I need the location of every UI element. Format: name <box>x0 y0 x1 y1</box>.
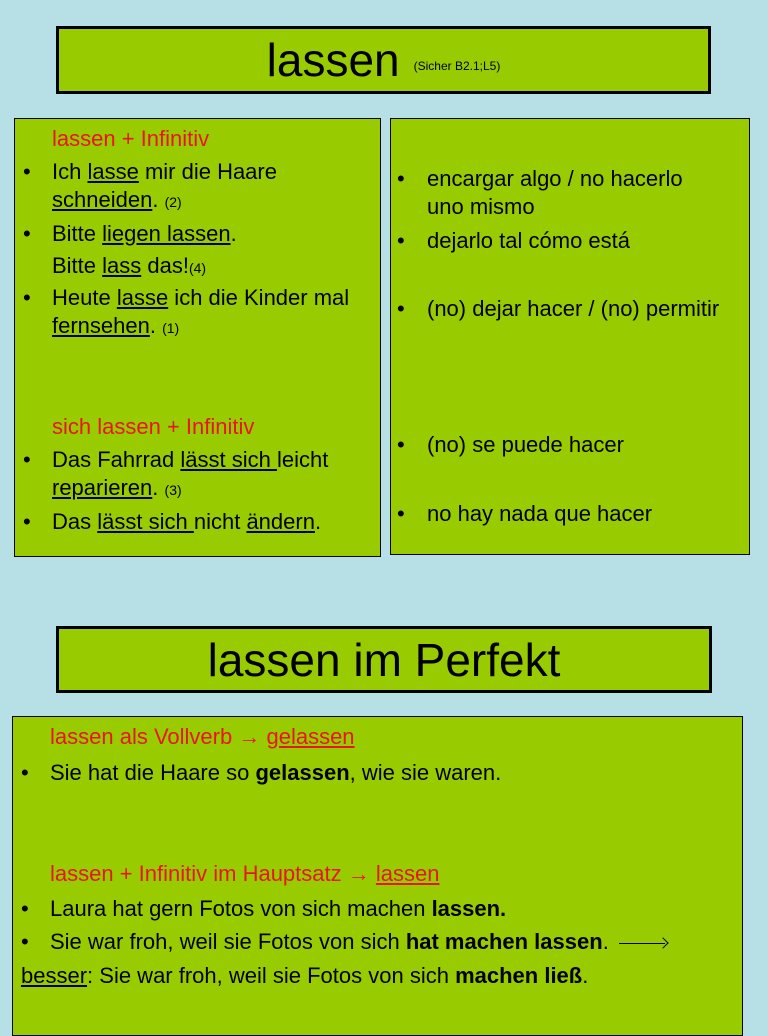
bullet: • <box>397 166 405 191</box>
example-line: Heute lasse ich die Kinder mal <box>52 285 350 310</box>
translation-line: uno mismo <box>427 194 535 219</box>
arrow-right-icon <box>619 943 665 944</box>
example-line: Das lässt sich nicht ändern. <box>52 509 322 534</box>
heading-lassen-infinitiv: lassen + Infinitiv <box>52 126 210 151</box>
translation-line: encargar algo / no hacerlo <box>427 166 683 191</box>
right-panel-spanish <box>390 118 750 555</box>
translation-line: (no) dejar hacer / (no) permitir <box>427 296 720 321</box>
title-box-perfekt <box>56 626 712 693</box>
heading-hauptsatz: lassen + Infinitiv im Hauptsatz → lassen <box>50 861 440 886</box>
translation-line: no hay nada que hacer <box>427 501 653 526</box>
source-reference: (Sicher B2.1;L5) <box>413 59 501 73</box>
example-line: Bitte lass das!(4) <box>52 253 207 278</box>
example-line: Bitte liegen lassen. <box>52 221 237 246</box>
translation-line: (no) se puede hacer <box>427 432 624 457</box>
translation-line: dejarlo tal cómo está <box>427 228 630 253</box>
page-title: lassen <box>266 34 400 86</box>
bullet: • <box>23 285 31 310</box>
bullet: • <box>23 221 31 246</box>
bullet: • <box>23 509 31 534</box>
bullet: • <box>23 447 31 472</box>
bullet: • <box>21 760 29 785</box>
example-line: Sie hat die Haare so gelassen, wie sie waren. <box>50 760 502 785</box>
heading-sich-lassen-infinitiv: sich lassen + Infinitiv <box>52 414 255 439</box>
bullet: • <box>21 929 29 954</box>
bullet: • <box>21 896 29 921</box>
perfekt-panel <box>12 716 743 1036</box>
example-line: Ich lasse mir die Haare <box>52 159 277 184</box>
left-panel-german <box>14 118 381 557</box>
example-line: Laura hat gern Fotos von sich machen lassen. <box>50 896 507 921</box>
bullet: • <box>397 432 405 457</box>
example-line: reparieren. (3) <box>52 475 182 500</box>
example-line: Das Fahrrad lässt sich leicht <box>52 447 329 472</box>
example-line: Sie war froh, weil sie Fotos von sich hat machen lassen. <box>50 928 665 956</box>
example-line: besser: Sie war froh, weil sie Fotos von sich machen ließ. <box>21 963 589 988</box>
example-line: fernsehen. (1) <box>52 313 180 338</box>
bullet: • <box>23 159 31 184</box>
bullet: • <box>397 296 405 321</box>
example-line: schneiden. (2) <box>52 187 182 212</box>
heading-vollverb: lassen als Vollverb → gelassen <box>50 724 355 749</box>
section-title: lassen im Perfekt <box>207 633 561 686</box>
title-box-lassen <box>56 26 711 94</box>
bullet: • <box>397 228 405 253</box>
bullet: • <box>397 501 405 526</box>
